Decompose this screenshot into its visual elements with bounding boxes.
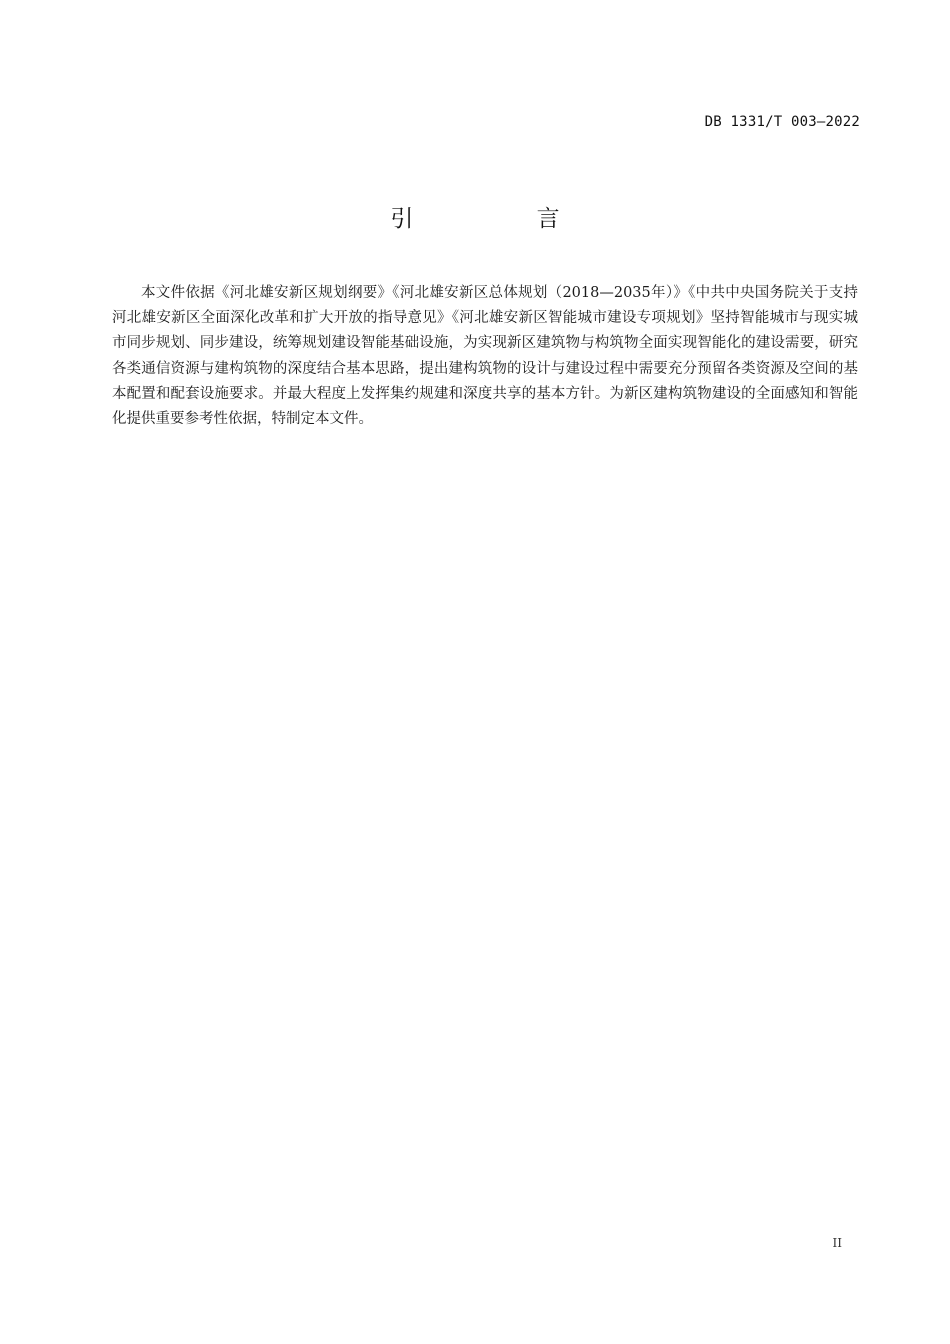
introduction-paragraph: 本文件依据《河北雄安新区规划纲要》《河北雄安新区总体规划（2018—2035年）》《中共中央国务院关于支持河北雄安新区全面深化改革和扩大开放的指导意见》《河北雄安新区智能城市建设专项规划》坚持智能城市与现实城市同步规划、同步建设，统筹规划建设智能基础设施，为实现新区建筑物与构筑物全面实现智能化的建设需要，研究各类通信资源与建构筑物的深度结合基本思路，提出建构筑物的设计与建设过程中需要充分预留各类资源及空间的基本配置和配套设施要求。并最大程度上发挥集约规建和深度共享的基本方针。为新区建构筑物建设的全面感知和智能化提供重要参考性依据，特制定本文件。 (112, 285, 858, 428)
page-title: 引 言 (390, 206, 618, 232)
document-code: DB 1331/T 003—2022 (704, 114, 860, 130)
page-number: II (832, 1236, 842, 1250)
